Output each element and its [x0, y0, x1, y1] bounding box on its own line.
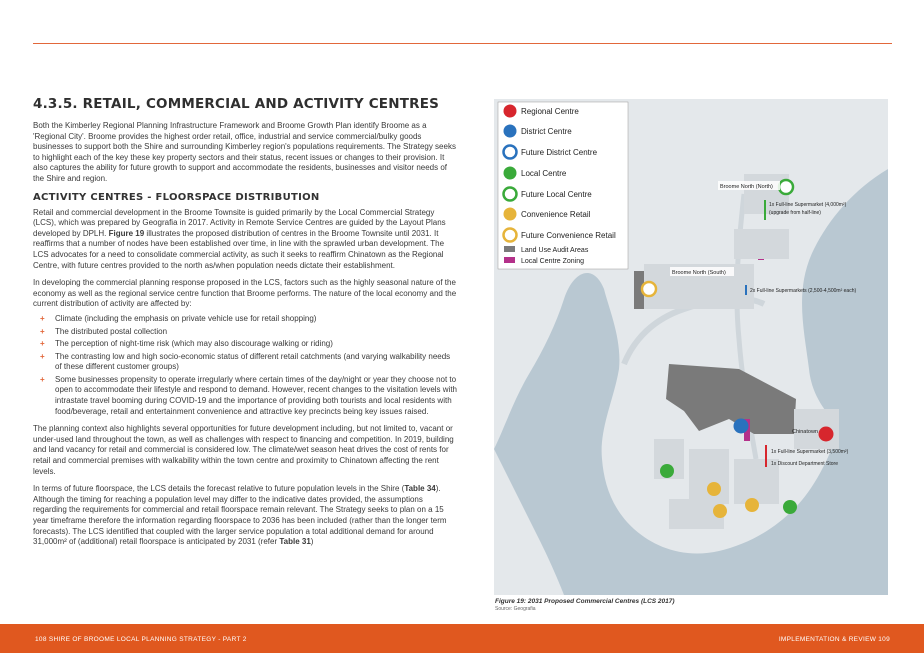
para2-text-b: illustrates the proposed distribution of centres in the Broome Townsite until 2031. It reaffirms that a number of nodes have been established over time, in line with the sprawled urban development. The LCS advocates for a need to consolidate commercial activity, as such it seeks to reaffirm Chinatown as the Regional Centre, with future centres provided to the north as/when population needs dictate their establishment.	[33, 228, 445, 270]
legend-swatch-future-local	[504, 188, 517, 201]
district-centre-marker	[734, 419, 749, 434]
list-item	[33, 375, 457, 417]
legend-label: Regional Centre	[521, 107, 579, 116]
paragraph-4: The planning context also highlights several opportunities for future development including, but not limited to, vacant or under-used land throughout the town, as well as challenges with respect to financing and competition. In 2019, building and land vacancy for retail and commercial is considered low. The climate/wet season heat drives the cost of rents for retail and commercial premises with walkability within the town centre and proximity to Chinatown affecting the rent levels.	[33, 424, 454, 476]
local-centre-marker	[660, 464, 674, 478]
section-heading: 4.3.5. RETAIL, COMMERCIAL AND ACTIVITY CENTRES	[33, 96, 440, 112]
callout-bar	[745, 285, 747, 295]
list-item	[33, 327, 457, 338]
future-convenience-marker	[642, 282, 656, 296]
plus-bullet-icon: +	[40, 326, 45, 336]
intro-paragraph: Both the Kimberley Regional Planning Infrastructure Framework and Broome Growth Plan identify Broome as a 'Regional City'. Broome provides the highest order retail, office, industrial and service commercial/bulky goods businesses to support both the Shire and surrounding Kimberley region's populations requirements. The Strategy seeks to highlight each of the key these key property sectors and their status, recent issues or changes to their provision. It also captures the ability for future growth to support and accommodate the residents, businesses and visitor needs of the Shire and region.	[33, 121, 456, 183]
local-centre-marker	[783, 500, 797, 514]
urban-block-north	[734, 229, 789, 259]
legend-label: Future Convenience Retail	[521, 231, 616, 240]
map-label-chinatown: Chinatown	[792, 429, 818, 435]
legend-item	[504, 229, 616, 242]
map-label-chinatown-supermarket: 1x Full-line Supermarket (3,500m²)	[771, 449, 849, 455]
top-rule	[33, 43, 892, 44]
plus-bullet-icon: +	[40, 374, 45, 384]
plus-bullet-icon: +	[40, 313, 45, 323]
figure-source: Source: Geografia	[495, 606, 536, 612]
footer-right-text: IMPLEMENTATION & REVIEW 109	[778, 636, 890, 643]
regional-centre-marker	[819, 427, 834, 442]
footer-left-text: 108 SHIRE OF BROOME LOCAL PLANNING STRATEGY - PART 2	[35, 636, 247, 643]
convenience-marker	[707, 482, 721, 496]
list-item-text: Climate (including the emphasis on private vehicle use for retail shopping)	[55, 313, 317, 323]
left-text-column	[33, 96, 457, 548]
legend-label: Local Centre	[521, 169, 567, 178]
legend-label: Convenience Retail	[521, 210, 591, 219]
legend-swatch-convenience	[504, 208, 517, 221]
map-label-broome-north-south: Broome North (South)	[672, 270, 726, 276]
map-label-discount-store: 1x Discount Department Store	[771, 461, 838, 467]
future-local-centre-marker	[779, 180, 793, 194]
plus-bullet-icon: +	[40, 339, 45, 349]
table-31-ref: Table 31	[279, 537, 311, 547]
legend-label: Future Local Centre	[521, 190, 592, 199]
list-item-text: The contrasting low and high socio-economic status of different retail catchments (and varying walkability needs of these different customer groups)	[55, 351, 451, 372]
legend-swatch-future-convenience	[504, 229, 517, 242]
paragraph-2	[33, 208, 457, 272]
legend-swatch-regional	[504, 105, 517, 118]
para5-text-b: ). Although the timing for reaching a population level may differ to the indicative dates provided, the assumptions regarding the requirements for commercial and retail floorspace remain relevant. The Strategy seeks to plan on a 15 year timeframe therefore the information regarding floorspace to 2036 has been included (rather than the longer term forecasts). The LCS identified that coupled with the larger service population a total additional demand for around 31,000m² of (additional) retail floorspace is anticipated by 2031 (refer	[33, 484, 447, 547]
convenience-marker	[745, 498, 759, 512]
legend-swatch-zoning	[504, 257, 515, 263]
legend-swatch-local	[504, 167, 517, 180]
convenience-marker	[713, 504, 727, 518]
list-item	[33, 314, 457, 325]
figure-19-ref: Figure 19	[108, 228, 145, 238]
subheading: ACTIVITY CENTRES - FLOORSPACE DISTRIBUTION	[33, 191, 320, 203]
plus-bullet-icon: +	[40, 351, 45, 361]
legend-swatch-audit	[504, 246, 515, 252]
list-item-text: Some businesses propensity to operate irregularly where certain times of the day/night or year they choose not to open to accommodate their lifestyle and respond to demand. However, recent changes to the visitation levels with intrastate travel booming during COVID-19 and the importance of providing both tourists and local residents with food/beverage, retail and entertainment convenience and attractive key precincts being key issues raised.	[55, 374, 458, 416]
paragraph-5	[33, 484, 457, 548]
callout-bar	[765, 445, 767, 467]
legend-label: Land Use Audit Areas	[521, 247, 589, 254]
legend-swatch-future-district	[504, 146, 517, 159]
list-item	[33, 352, 457, 373]
commercial-centres-map	[494, 99, 888, 595]
legend-swatch-district	[504, 125, 517, 138]
urban-block	[689, 449, 729, 504]
map-svg	[494, 99, 888, 595]
page-footer	[0, 624, 924, 653]
list-item	[33, 339, 457, 350]
legend-label: Future District Centre	[521, 148, 598, 157]
figure-caption: Figure 19: 2031 Proposed Commercial Centres (LCS 2017)	[495, 598, 675, 605]
map-label-supermarket-south: 2x Full-line Supermarkets (2,500-4,500m² each)	[750, 288, 857, 294]
factor-list	[33, 314, 457, 417]
list-item-text: The perception of night-time risk (which may also discourage walking or riding)	[55, 339, 333, 349]
callout-bar	[764, 200, 766, 220]
list-item-text: The distributed postal collection	[55, 326, 168, 336]
map-label-broome-north-north: Broome North (North)	[720, 184, 773, 190]
legend-item	[504, 167, 567, 180]
map-label-upgrade: (upgrade from half-line)	[769, 210, 821, 216]
table-34-ref: Table 34	[404, 484, 436, 494]
legend-label: Local Centre Zoning	[521, 258, 585, 265]
legend-item	[504, 125, 573, 138]
para2-text-a: Retail and commercial development in the Broome Townsite is guided primarily by the Local Commercial Strategy (LCS), which was prepared by Geografia in 2017. Activity in Remote Service Centres are guided by the Layout Plans developed by DPLH.	[33, 207, 446, 238]
paragraph-3: In developing the commercial planning response proposed in the LCS, factors such as the highly seasonal nature of the economy as well as the regional service centre function that Broome performs. The nature of the local economy and the current distribution of activity are affected by:	[33, 278, 457, 309]
map-label-supermarket-north: 1x Full-line Supermarket (4,000m²)	[769, 202, 847, 208]
legend-label: District Centre	[521, 127, 572, 136]
para5-text-a: In terms of future floorspace, the LCS details the forecast relative to future population levels in the Shire (	[33, 484, 405, 494]
para5-text-c: )	[310, 537, 314, 547]
